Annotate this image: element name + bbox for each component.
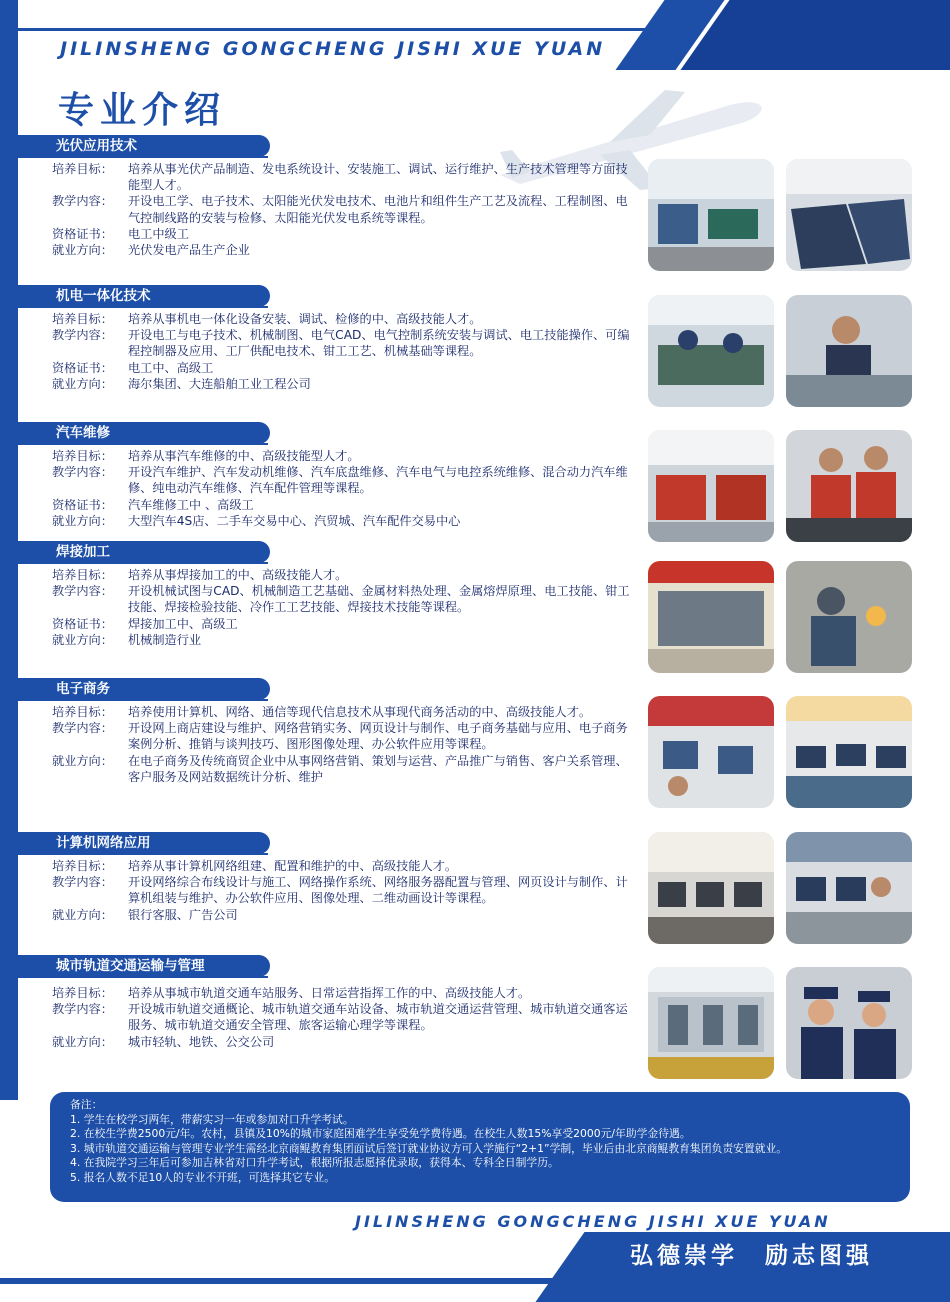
row-label: 资格证书： (52, 360, 113, 375)
section-title: 城市轨道交通运输与管理 (38, 955, 270, 977)
section-photos (648, 832, 912, 944)
header-banner-text: JILINSHENG GONGCHENG JISHI XUE YUAN (60, 38, 606, 60)
top-rule (0, 28, 690, 31)
row-text: 培养从事城市轨道交通车站服务、日常运营指挥工作的中、高级技能人才。 (128, 986, 531, 1000)
row-text: 开设网上商店建设与维护、网络营销实务、网页设计与制作、电子商务基础与应用、电子商务案例分析、推销与谈判技巧、图形图像处理、办公软件应用等课程。 (128, 721, 628, 752)
detail-row (52, 583, 634, 615)
row-label: 培养目标： (52, 312, 113, 326)
row-text: 电工中级工 (128, 226, 189, 241)
row-label: 就业方向： (52, 243, 113, 258)
row-label: 就业方向： (52, 1034, 113, 1049)
section-photos (648, 159, 912, 271)
detail-row (52, 720, 634, 752)
section-rule (18, 156, 268, 158)
section-rule (18, 699, 268, 701)
row-label: 资格证书： (52, 226, 113, 241)
photo-engine-lab (648, 430, 774, 542)
section-title: 电子商务 (38, 678, 270, 700)
detail-row (52, 874, 634, 906)
detail-row (52, 376, 634, 392)
section-details (52, 704, 634, 785)
row-label: 培养目标： (52, 449, 113, 463)
note-item: 4. 在我院学习三年后可参加吉林省对口升学考试，根据所报志愿择优录取，获得本、专科全日制学历。 (70, 1156, 559, 1170)
row-text: 城市轻轨、地铁、公交公司 (128, 1034, 275, 1049)
detail-row (52, 985, 634, 1001)
photo-lab (648, 159, 774, 271)
detail-row (52, 632, 634, 648)
note-item: 1. 学生在校学习两年，带薪实习一年或参加对口升学考试。 (70, 1112, 354, 1126)
section-title: 计算机网络应用 (38, 832, 270, 854)
row-label: 资格证书： (52, 616, 113, 631)
row-text: 汽车维修工中 、高级工 (128, 497, 254, 512)
section-title: 焊接加工 (38, 541, 270, 563)
left-side-bar (0, 0, 18, 1100)
detail-row (52, 753, 634, 785)
row-label: 培养目标： (52, 162, 113, 176)
detail-row (52, 1034, 634, 1050)
photo-students-computers (786, 696, 912, 808)
photo-welding-hall (648, 561, 774, 673)
detail-row (52, 161, 634, 193)
section-photos (648, 696, 912, 808)
detail-row (52, 858, 634, 874)
page-title: 专业介绍 (58, 90, 227, 131)
row-text: 培养使用计算机、网络、通信等现代信息技术从事现代商务活动的中、高级技能人才。 (128, 705, 592, 719)
footer-slogan: 弘德崇学 励志图强 (630, 1243, 873, 1269)
row-label: 就业方向： (52, 632, 113, 647)
row-label: 教学内容： (52, 465, 113, 480)
detail-row (52, 497, 634, 513)
notes-box (50, 1092, 910, 1202)
notes-title: 备注： (70, 1098, 103, 1111)
row-label: 教学内容： (52, 721, 113, 736)
row-label: 教学内容： (52, 875, 113, 890)
section-rule (18, 976, 268, 978)
note-item: 2. 在校生学费2500元/年。农村，县镇及10%的城市家庭困难学生享受免学费待遇。在校生人数15%享受2000元/年助学金待遇。 (70, 1127, 691, 1141)
note-item: 5. 报名人数不足10人的专业不开班，可选择其它专业。 (70, 1170, 336, 1184)
row-text: 培养从事光伏产品制造、发电系统设计、安装施工、调试、运行维护、生产技术管理等方面技能型人才。 (128, 162, 628, 193)
detail-row (52, 704, 634, 720)
photo-mechanics (786, 430, 912, 542)
section-details (52, 161, 634, 258)
section-title: 机电一体化技术 (38, 285, 270, 307)
row-text: 开设电工学、电子技术、太阳能光伏发电技术、电池片和组件生产工艺及流程、工程制图、电气控制线路的安装与检修、太阳能光伏发电系统等课程。 (128, 194, 628, 225)
row-text: 培养从事焊接加工的中、高级技能人才。 (128, 568, 348, 582)
row-text: 光伏发电产品生产企业 (128, 243, 250, 258)
row-text: 海尔集团、大连船舶工业工程公司 (128, 376, 311, 391)
row-label: 培养目标： (52, 986, 113, 1000)
row-label: 就业方向： (52, 907, 113, 922)
photo-workshop (648, 295, 774, 407)
section-title: 汽车维修 (38, 422, 270, 444)
row-text: 机械制造行业 (128, 632, 202, 647)
row-label: 就业方向： (52, 513, 113, 528)
row-text: 焊接加工中、高级工 (128, 616, 238, 631)
row-label: 教学内容： (52, 328, 113, 343)
detail-row (52, 226, 634, 242)
row-label: 教学内容： (52, 584, 113, 599)
row-label: 就业方向： (52, 376, 113, 391)
section-details (52, 858, 634, 923)
row-text: 银行客服、广告公司 (128, 907, 238, 922)
row-text: 培养从事机电一体化设备安装、调试、检修的中、高级技能人才。 (128, 312, 482, 326)
row-text: 培养从事汽车维修的中、高级技能型人才。 (128, 449, 360, 463)
row-label: 培养目标： (52, 568, 113, 582)
row-text: 开设电工与电子技术、机械制图、电气CAD、电气控制系统安装与调试、电工技能操作、可编程控制器及应用、工厂供配电技术、钳工工艺、机械基础等课程。 (128, 328, 630, 359)
detail-row (52, 1001, 634, 1033)
row-text: 培养从事计算机网络组建、配置和维护的中、高级技能人才。 (128, 859, 458, 873)
photo-rail-staff (786, 967, 912, 1079)
photo-students (786, 295, 912, 407)
footer-rule (0, 1278, 620, 1284)
row-label: 培养目标： (52, 705, 113, 719)
section-photos (648, 430, 912, 542)
row-label: 就业方向： (52, 753, 113, 768)
photo-metro-platform (648, 967, 774, 1079)
section-details (52, 567, 634, 648)
detail-row (52, 311, 634, 327)
section-rule (18, 562, 268, 564)
section-photos (648, 561, 912, 673)
note-item: 3. 城市轨道交通运输与管理专业学生需经北京商鲲教育集团面试后签订就业协议方可入学施行“2+1”学制，毕业后由北京商鲲教育集团负责安置就业。 (70, 1141, 788, 1155)
detail-row (52, 448, 634, 464)
section-details (52, 311, 634, 392)
row-text: 在电子商务及传统商贸企业中从事网络营销、策划与运营、产品推广与销售、客户关系管理、客户服务及网站数据统计分析、维护 (128, 753, 628, 784)
row-text: 大型汽车4S店、二手车交易中心、汽贸城、汽车配件交易中心 (128, 513, 461, 528)
row-text: 开设机械试图与CAD、机械制造工艺基础、金属材料热处理、金属熔焊原理、电工技能、钳工技能、焊接检验技能、冷作工工艺技能、焊接技术技能等课程。 (128, 584, 630, 615)
photo-network-lab (648, 832, 774, 944)
detail-row (52, 907, 634, 923)
detail-row (52, 616, 634, 632)
detail-row (52, 513, 634, 529)
photo-solar-panels (786, 159, 912, 271)
row-label: 培养目标： (52, 859, 113, 873)
photo-computer-class (648, 696, 774, 808)
row-label: 教学内容： (52, 1002, 113, 1017)
photo-welder (786, 561, 912, 673)
row-label: 资格证书： (52, 497, 113, 512)
photo-computer-room (786, 832, 912, 944)
detail-row (52, 242, 634, 258)
row-text: 开设汽车维护、汽车发动机维修、汽车底盘维修、汽车电气与电控系统维修、混合动力汽车维修、纯电动汽车维修、汽车配件管理等课程。 (128, 465, 628, 496)
detail-row (52, 464, 634, 496)
row-text: 开设城市轨道交通概论、城市轨道交通车站设备、城市轨道交通运营管理、城市轨道交通客运服务、城市轨道交通安全管理、旅客运输心理学等课程。 (128, 1002, 628, 1033)
section-details (52, 448, 634, 529)
section-rule (18, 443, 268, 445)
section-photos (648, 967, 912, 1079)
row-text: 电工中、高级工 (128, 360, 214, 375)
row-label: 教学内容： (52, 194, 113, 209)
section-details (52, 985, 634, 1050)
detail-row (52, 193, 634, 225)
section-rule (18, 853, 268, 855)
section-title: 光伏应用技术 (38, 135, 270, 157)
detail-row (52, 327, 634, 359)
detail-row (52, 360, 634, 376)
footer-banner-text: JILINSHENG GONGCHENG JISHI XUE YUAN (355, 1212, 831, 1231)
section-rule (18, 306, 268, 308)
row-text: 开设网络综合布线设计与施工、网络操作系统、网络服务器配置与管理、网页设计与制作、计算机组装与维护、办公软件应用、图像处理、二维动画设计等课程。 (128, 875, 628, 906)
section-photos (648, 295, 912, 407)
detail-row (52, 567, 634, 583)
